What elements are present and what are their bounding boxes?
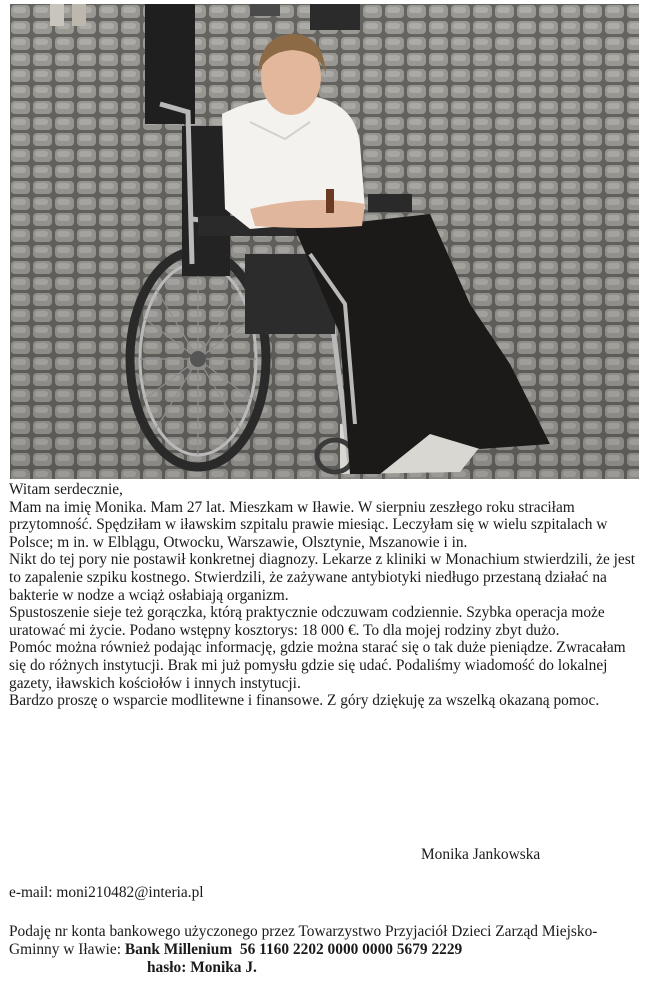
password: hasło: Monika J. (147, 959, 257, 976)
paragraph-3: Spustoszenie sieje też gorączka, którą praktycznie odczuwam codziennie. Szybka operacja może uratować mi życie. Podano wstępny kosztorys: 18 000 €. To dla mojej rodziny zbyt dużo. (9, 604, 605, 639)
paragraph-2: Nikt do tej pory nie postawił konkretnej diagnozy. Lekarze z kliniki w Monachium stwierdzili, że jest to zapalenie szpiku kostnego. Stwierdzili, że zażywane antybiotyki niedługo przestaną działać na bakterie w nodze a wciąż osłabiają organizm. (9, 551, 636, 604)
bank-intro: Podaję nr konta bankowego użyczonego przez Towarzystwo Przyjaciół Dzieci Zarząd Miejsko-Gminny w Iławie: (9, 923, 598, 958)
paragraph-5: Bardzo proszę o wsparcie modlitewne i finansowe. Z góry dziękuję za wszelką okazaną pomoc. (9, 692, 600, 710)
bank-name: Bank Millenium (124, 941, 233, 958)
email-line: e-mail: moni210482@interia.pl (9, 884, 204, 901)
wheelchair-photo-icon (10, 4, 639, 479)
photo-woman-in-wheelchair (10, 4, 639, 479)
bank-details (9, 923, 639, 977)
paragraph-1: Mam na imię Monika. Mam 27 lat. Mieszkam w Iławie. W sierpniu zeszłego roku straciłam przytomność. Spędziłam w iławskim szpitalu prawie miesiąc. Leczyłam się w wielu szpitalach w Polsce; m in. w Elblągu, Otwocku, Warszawie, Olsztynie, Mszanowie i in. (9, 498, 608, 551)
bank-line (9, 923, 639, 959)
letter-body (9, 481, 639, 710)
greeting: Witam serdecznie, (9, 481, 123, 498)
paragraph-4: Pomóc można również podając informację, gdzie można starać się o tak duże pieniądze. Zwracałam się do różnych instytucji. Brak mi już pomysłu gdzie się udać. Podaliśmy wiadomość do lokalnej gazety, iławskich kościołów i innych instytucji. (9, 639, 626, 692)
signature: Monika Jankowska (421, 846, 541, 863)
password-line (9, 959, 639, 977)
account-number: 56 1160 2202 0000 0000 5679 2229 (239, 941, 463, 958)
